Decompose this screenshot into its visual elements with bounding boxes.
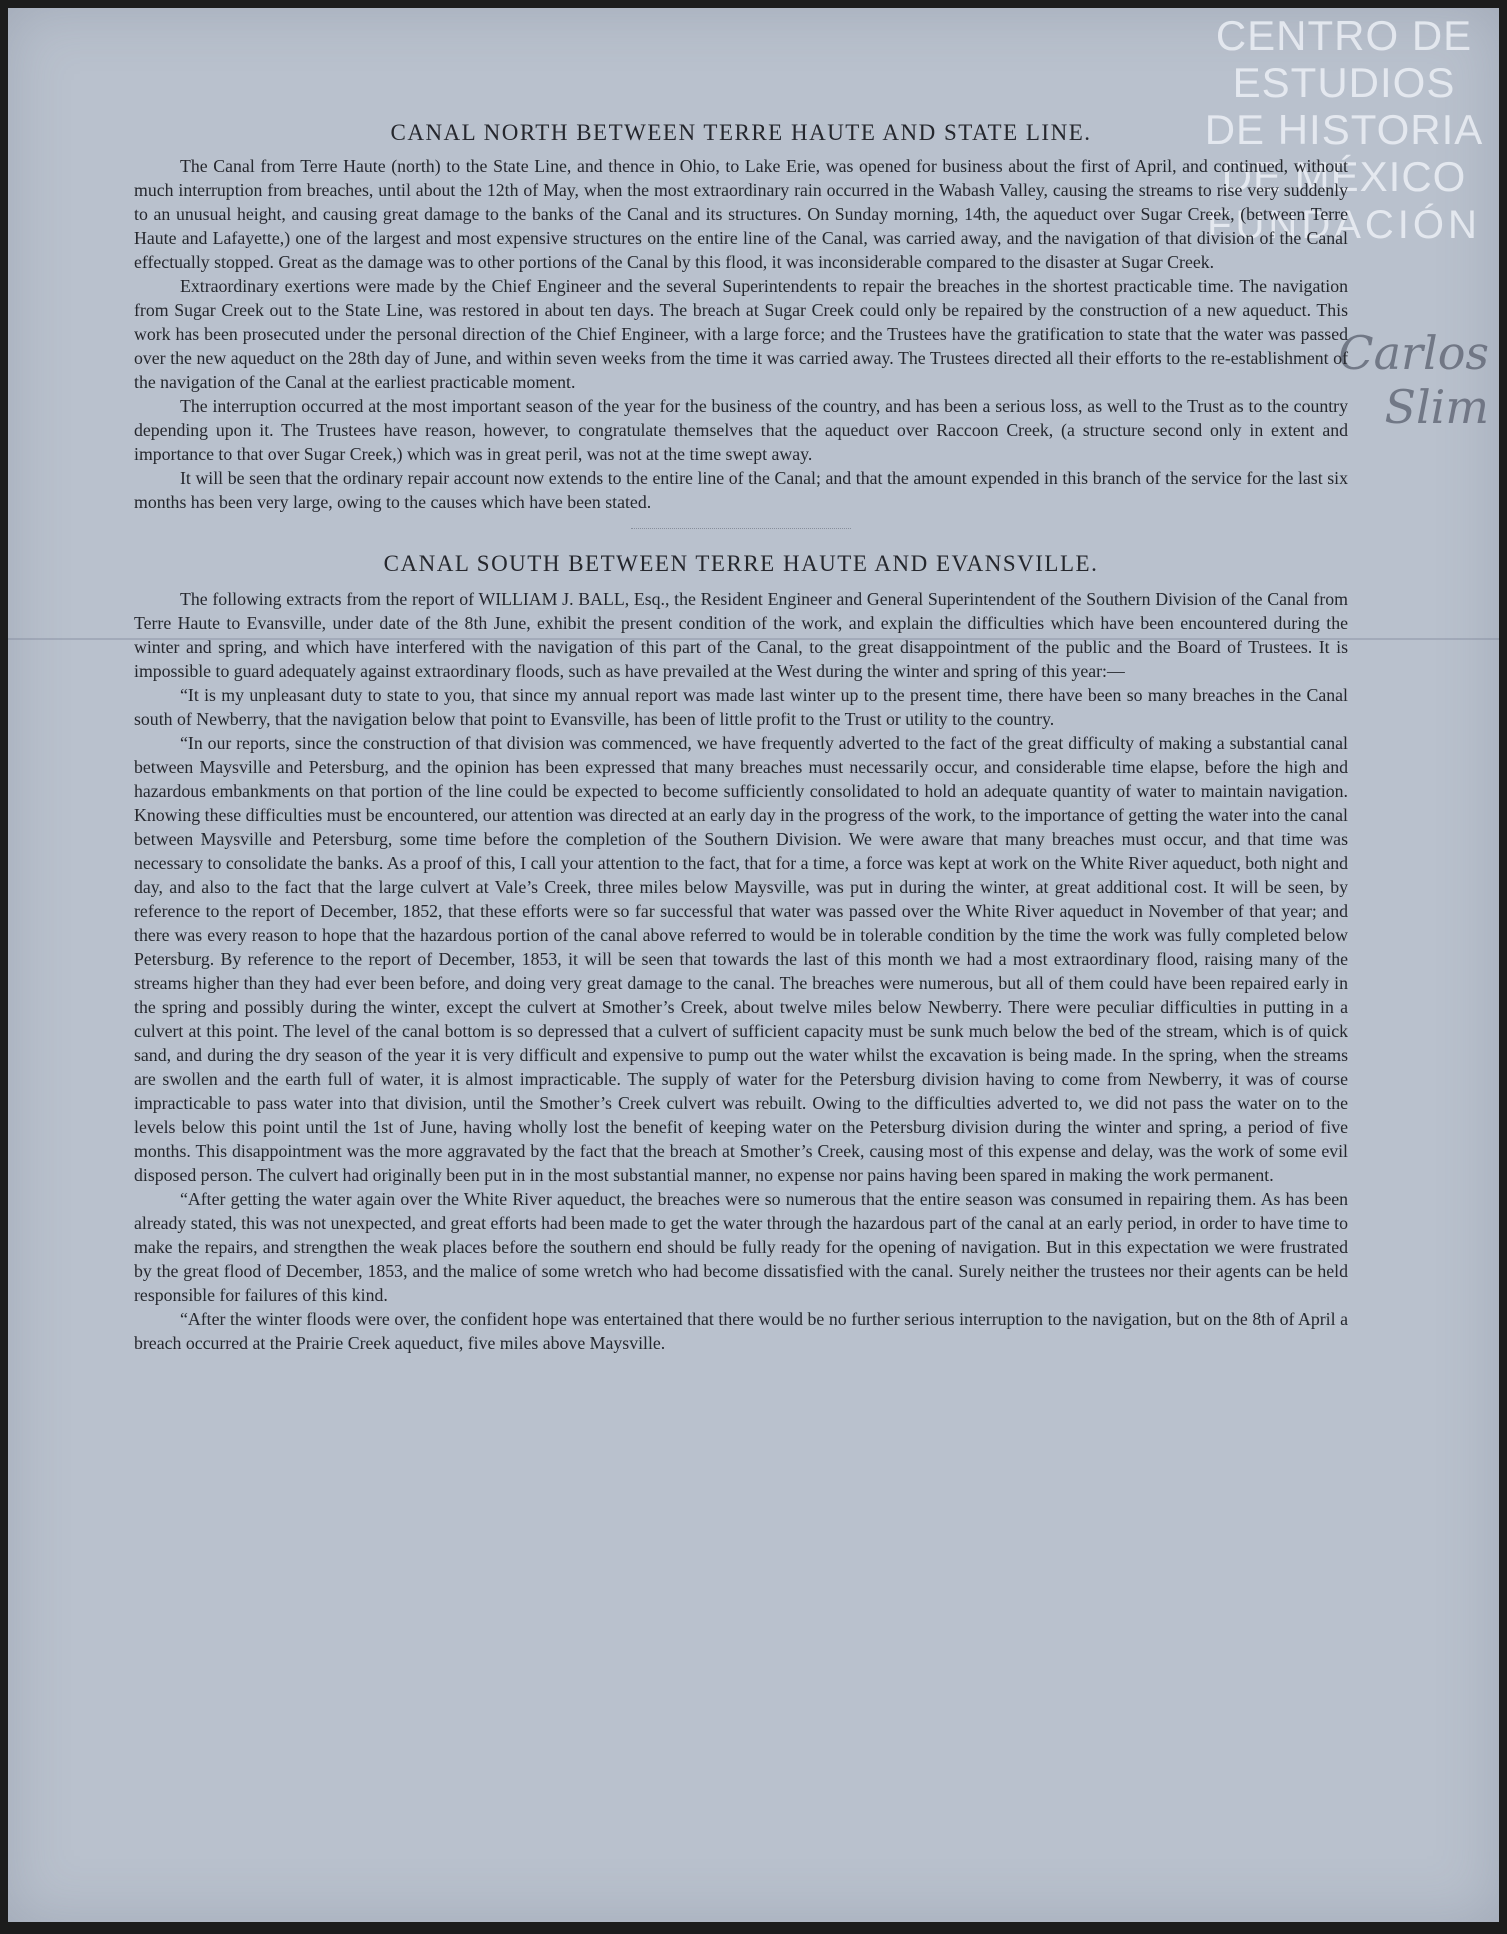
section-divider: [631, 528, 851, 529]
document-page: [8, 8, 1499, 1922]
section-heading: CANAL NORTH BETWEEN TERRE HAUTE AND STATE LINE.: [390, 120, 1092, 145]
watermark-line: DE HISTORIA: [1204, 106, 1484, 153]
paragraph: The Canal from Terre Haute (north) to the State Line, and thence in Ohio, to Lake Erie, was opened for business about the first of April, and continued, without much interruption from breaches, until about the 12th of May, when the most extraordinary rain occurred in the Wabash Valley, causing the streams to rise very suddenly to an unusual height, and causing great damage to the banks of the Canal and its structures. On Sunday morning, 14th, the aqueduct over Sugar Creek, (between Terre Haute and Lafayette,) one of the largest and most expensive structures on the entire line of the Canal, was carried away, and the navigation of that division of the Canal effectually stopped. Great as the damage was to other portions of the Canal by this flood, it was inconsiderable compared to the disaster at Sugar Creek.: [134, 156, 1348, 272]
watermark-line: DE MÉXICO: [1221, 153, 1467, 200]
watermark-line: ESTUDIOS: [1232, 59, 1456, 106]
paragraph: The following extracts from the report of WILLIAM J. BALL, Esq., the Resident Engineer and General Superintendent of the Southern Division of the Canal from Terre Haute to Evansville, under date of the 8th June, exhibit the present condition of the work, and explain the difficulties which have been encountered during the winter and spring, and which have interfered with the navigation of this part of the Canal, to the great disappointment of the public and the Board of Trustees. It is impossible to guard adequately against extraordinary floods, such as have prevailed at the West during the winter and spring of this year:—: [134, 589, 1348, 681]
document-body: [134, 120, 1348, 1355]
watermark-line: CENTRO DE: [1215, 12, 1473, 59]
quoted-paragraph: “After the winter floods were over, the confident hope was entertained that there would be no further serious interruption to the navigation, but on the 8th of April a breach occurred at the Prairie Creek aqueduct, five miles above Maysville.: [134, 1309, 1348, 1353]
paragraph: The interruption occurred at the most important season of the year for the business of the country, and has been a serious loss, as well to the Trust as to the country depending upon it. The Trustees have reason, however, to congratulate themselves that the aqueduct over Raccoon Creek, (a structure second only in extent and importance to that over Sugar Creek,) which was in great peril, was not at the time swept away.: [134, 396, 1348, 464]
quoted-paragraph: “In our reports, since the construction of that division was commenced, we have frequently adverted to the fact of the great difficulty of making a substantial canal between Maysville and Petersburg, and the opinion has been expressed that many breaches must necessarily occur, and considerable time elapse, before the high and hazardous embankments on that portion of the line could be expected to become sufficiently consolidated to hold an adequate quantity of water to maintain navigation. Knowing these difficulties must be encountered, our attention was directed at an early day in the progress of the work, to the importance of getting the water into the canal between Maysville and Petersburg, some time before the completion of the Southern Division. We were aware that many breaches must occur, and that time was necessary to consolidate the banks. As a proof of this, I call your attention to the fact, that for a time, a force was kept at work on the White River aqueduct, both night and day, and also to the fact that the large culvert at Vale’s Creek, three miles below Maysville, was put in during the winter, at great additional cost. It will be seen, by reference to the report of December, 1852, that these efforts were so far successful that water was passed over the White River aqueduct in November of that year; and there was every reason to hope that the hazardous portion of the canal above referred to would be in tolerable condition by the time the work was fully completed below Petersburg. By reference to the report of December, 1853, it will be seen that towards the last of this month we had a most extraordinary flood, raising many of the streams higher than they had ever been before, and doing very great damage to the canal. The breaches were numerous, but all of them could have been repaired early in the spring and possibly during the winter, except the culvert at Smother’s Creek, about twelve miles below Newberry. There were peculiar difficulties in putting in a culvert at this point. The level of the canal bottom is so depressed that a culvert of sufficient capacity must be sunk much below the bed of the stream, which is of quick sand, and during the dry season of the year it is very difficult and expensive to pump out the water whilst the excavation is being made. In the spring, when the streams are swollen and the earth full of water, it is almost impracticable. The supply of water for the Petersburg division having to come from Newberry, it was of course impracticable to pass water into that division, until the Smother’s Creek culvert was rebuilt. Owing to the difficulties adverted to, we did not pass the water on to the levels below this point until the 1st of June, having wholly lost the benefit of keeping water on the Petersburg division during the winter and spring, a period of five months. This disappointment was the more aggravated by the fact that the breach at Smother’s Creek, causing most of this expense and delay, was the work of some evil disposed person. The culvert had originally been put in in the most substantial manner, no expense nor pains having been spared in making the work permanent.: [134, 733, 1348, 1185]
quoted-paragraph: “After getting the water again over the White River aqueduct, the breaches were so numerous that the entire season was consumed in repairing them. As has been already stated, this was not unexpected, and great efforts had been made to get the water through the hazardous part of the canal at an early period, in order to have time to make the repairs, and strengthen the weak places before the southern end should be fully ready for the opening of navigation. But in this expectation we were frustrated by the great flood of December, 1853, and the malice of some wretch who had become dissatisfied with the canal. Surely neither the trustees nor their agents can be held responsible for failures of this kind.: [134, 1189, 1348, 1305]
watermark-signature: Carlos Slim: [1338, 326, 1489, 434]
section-canal-north: [134, 120, 1348, 514]
section-heading: CANAL SOUTH BETWEEN TERRE HAUTE AND EVANSVILLE.: [383, 551, 1099, 576]
quoted-paragraph: “It is my unpleasant duty to state to you, that since my annual report was made last winter up to the present time, there have been so many breaches in the Canal south of Newberry, that the navigation below that point to Evansville, has been of little profit to the Trust or utility to the country.: [134, 685, 1348, 729]
paragraph: Extraordinary exertions were made by the Chief Engineer and the several Superintendents to repair the breaches in the shortest practicable time. The navigation from Sugar Creek out to the State Line, was restored in about ten days. The breach at Sugar Creek could only be repaired by the construction of a new aqueduct. This work has been prosecuted under the personal direction of the Chief Engineer, with a large force; and the Trustees have the gratification to state that the water was passed over the new aqueduct on the 28th day of June, and within seven weeks from the time it was carried away. The Trustees directed all their efforts to the re-establishment of the navigation of the Canal at the earliest practicable moment.: [134, 276, 1348, 392]
section-canal-south: [134, 551, 1348, 1355]
paragraph: It will be seen that the ordinary repair account now extends to the entire line of the Canal; and that the amount expended in this branch of the service for the last six months has been very large, owing to the causes which have been stated.: [134, 468, 1348, 512]
watermark-line: FUNDACIÓN: [1207, 203, 1481, 247]
